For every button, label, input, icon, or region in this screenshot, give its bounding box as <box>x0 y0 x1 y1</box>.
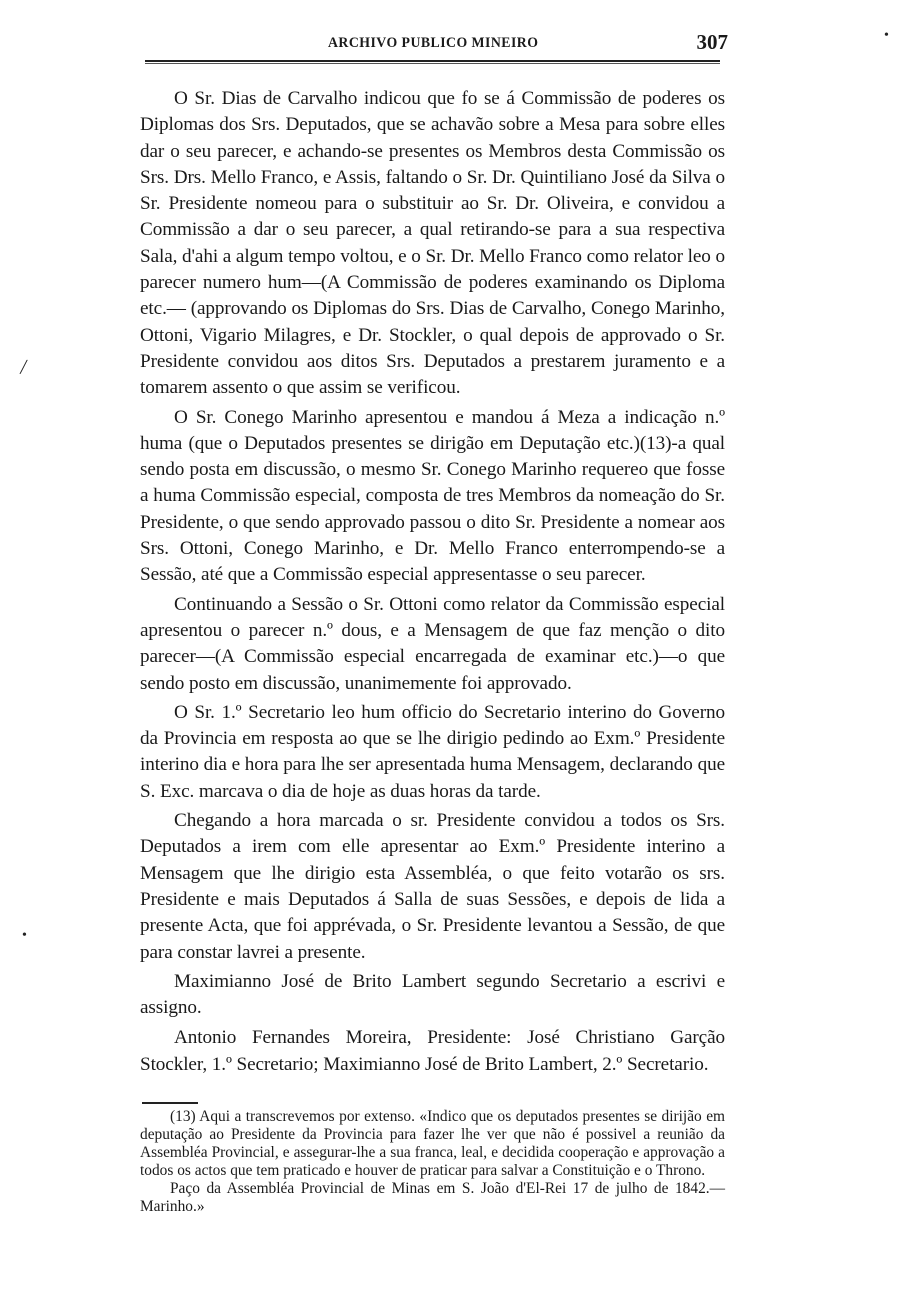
margin-dot: • <box>22 928 27 943</box>
footnote-dateline: Paço da Assembléa Provincial de Minas em S. João d'El-Rei 17 de julho de 1842.—Marinho.» <box>140 1180 725 1215</box>
paragraph-signatures: Antonio Fernandes Moreira, Presidente: José Christiano Garção Stockler, 1.º Secretario; Maximianno José de Brito Lambert, 2.º Secretario. <box>140 1027 725 1075</box>
paragraph-secretary-signature: Maximianno José de Brito Lambert segundo Secretario a escrivi e assigno. <box>140 970 725 1019</box>
margin-tick: ╱ <box>20 360 28 374</box>
running-title: ARCHIVO PUBLICO MINEIRO <box>328 35 539 51</box>
paragraph-commission-credentials: O Sr. Dias de Carvalho indicou que fo se á Commissão de poderes os Diplomas dos Srs. Deputados, que se achavão sobre a Mesa para sobre elles dar o seu parecer, e achando-se presentes os Membros desta Commissão os Srs. Drs. Mello Franco, e Assis, faltando o Sr. Dr. Quintiliano José da Silva o Sr. Presidente nomeou para o substituir ao Sr. Dr. Oliveira, e convidou a Commissão a dar o seu parecer, a qual retirando-se para a sua respectiva Sala, d'ahi a algum tempo voltou, e o Sr. Dr. Mello Franco como relator leo o parecer numero hum—(A Commissão de poderes examinando os Diploma etc.— (approvando os Diplomas do Srs. Dias de Carvalho, Conego Marinho, Ottoni, Vigario Milagres, e Dr. Stockler, o qual depois de approvado o Sr. Presidente convidou aos ditos Srs. Deputados a prestarem juramento e a tomarem assento o que assim se verificou. <box>140 88 725 399</box>
paragraph-session-close: Chegando a hora marcada o sr. Presidente convidou a todos os Srs. Deputados a irem com elle apresentar ao Exm.º Presidente interino a Mensagem que lhe dirigio esta Assembléa, o que feito votarão os srs. Presidente e mais Deputados á Salla de suas Sessões, e depois de lida a presente Acta, que foi apprévada, o Sr. Presidente levantou a Sessão, de que para constar lavrei a presente. <box>140 810 725 963</box>
page-number: 307 <box>696 30 728 54</box>
footnote-text: (13) Aqui a transcrevemos por extenso. «Indico que os deputados presentes se dirijão em deputação ao Presidente da Provincia para fazer lhe ver que não é possivel a reunião da Assembléa Provincial, e assegurar-lhe a sua franca, leal, e decidida cooperação e approvação a todos os actos que tem praticado e houver de praticar para salvar a Constituição e o Throno. <box>140 1108 725 1179</box>
footnote <box>140 1108 725 1216</box>
paragraph-indication: O Sr. Conego Marinho apresentou e mandou á Meza a indicação n.º huma (que o Deputados presentes se dirigão em Deputação etc.)(13)-a qual sendo posta em discussão, o mesmo Sr. Conego Marinho requereo que fosse a huma Commissão especial, composta de tres Membros da nomeação do Sr. Presidente, o que sendo approvado passou o dito Sr. Presidente a nomear aos Srs. Ottoni, Conego Marinho, e Dr. Mello Franco enterrompendo-se a Sessão, até que a Commissão especial appresentasse o seu parecer. <box>140 406 725 586</box>
paragraph-secretary-report: O Sr. 1.º Secretario leo hum officio do Secretario interino do Governo da Provincia em resposta ao que se lhe dirigio pedindo ao Exm.º Presidente interino dia e hora para lhe ser apresentada huma Mensagem, declarando que S. Exc. marcava o dia de hoje as duas horas da tarde. <box>140 701 725 802</box>
footnote-rule <box>142 1102 198 1104</box>
paragraph-special-commission: Continuando a Sessão o Sr. Ottoni como relator da Commissão especial apresentou o parecer n.º dous, e a Mensagem de que faz menção o dito parecer—(A Commissão especial encarregada de examinar etc.)—o que sendo posto em discussão, unanimemente foi approvado. <box>140 593 725 694</box>
page-header <box>138 30 728 60</box>
header-rule <box>145 60 720 64</box>
margin-speck: • <box>884 28 889 43</box>
body-text <box>140 86 725 1081</box>
